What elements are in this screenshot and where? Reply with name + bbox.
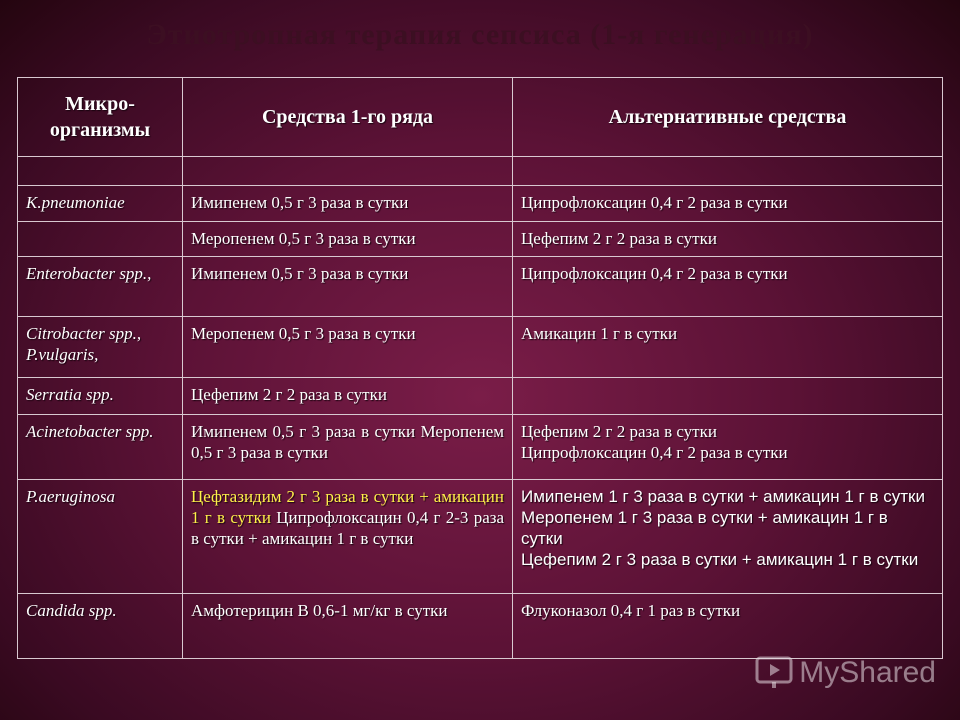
table-cell-empty [513,157,943,186]
first-line-cell: Цефепим 2 г 2 раза в сутки [183,377,513,414]
slide-title: Этиотропная терапия сепсиса (1-я генерация) [146,18,814,51]
table-row [18,221,943,256]
header-microorganisms: Микро- организмы [18,78,183,157]
first-line-cell: Амфотерицин В 0,6-1 мг/кг в сутки [183,594,513,659]
slideshow-logo-icon [755,656,793,690]
first-line-cell: Меропенем 0,5 г 3 раза в сутки [183,221,513,256]
alternative-cell: Флуконазол 0,4 г 1 раз в сутки [513,594,943,659]
first-line-cell: Имипенем 0,5 г 3 раза в сутки [183,186,513,221]
table-header-row [18,78,943,157]
alternative-cell: Ципрофлоксацин 0,4 г 2 раза в сутки [513,257,943,317]
table-row [18,479,943,594]
alternative-cell: Имипенем 1 г 3 раза в сутки + амикацин 1 г в сутки Меропенем 1 г 3 раза в сутки + амикацин 1 г в сутки Цефепим 2 г 3 раза в сутки + амикацин 1 г в сутки [513,479,943,594]
alternative-cell: Цефепим 2 г 2 раза в сутки Ципрофлоксацин 0,4 г 2 раза в сутки [513,415,943,480]
table-cell-empty [183,157,513,186]
first-line-cell: Меропенем 0,5 г 3 раза в сутки [183,317,513,377]
table-row-empty [18,157,943,186]
alternative-cell: Цефепим 2 г 2 раза в сутки [513,221,943,256]
table-row [18,317,943,377]
alternative-cell [513,377,943,414]
organism-cell: K.pneumoniae [18,186,183,221]
watermark-text: MyShared [799,656,936,689]
table-row [18,257,943,317]
organism-cell: P.aeruginosa [18,479,183,594]
table-row [18,377,943,414]
first-line-cell-group [183,479,513,594]
organism-cell: Citrobacter spp., P.vulgaris, [18,317,183,377]
first-line-cell: Имипенем 0,5 г 3 раза в сутки [183,257,513,317]
header-alternative: Альтернативные средства [513,78,943,157]
first-line-highlight-text: Цефтазидим 2 г 3 раза в сутки + амикацин 1 г в сутки [191,486,504,527]
table-row [18,594,943,659]
organism-cell: Enterobacter spp., [18,257,183,317]
header-first-line: Средства 1-го ряда [183,78,513,157]
organism-cell: Serratia spp. [18,377,183,414]
first-line-cell: Имипенем 0,5 г 3 раза в сутки Меропенем 0,5 г 3 раза в сутки [183,415,513,480]
table-cell-empty [18,157,183,186]
watermark [755,656,936,690]
antibiotic-therapy-table [17,77,943,659]
organism-cell [18,221,183,256]
organism-cell: Candida spp. [18,594,183,659]
table-row [18,415,943,480]
alternative-cell: Ципрофлоксацин 0,4 г 2 раза в сутки [513,186,943,221]
table-row [18,186,943,221]
organism-cell: Acinetobacter spp. [18,415,183,480]
first-line-text: Ципрофлоксацин 0,4 г 2-3 раза в сутки + амикацин 1 г в сутки [191,507,505,548]
alternative-cell: Амикацин 1 г в сутки [513,317,943,377]
